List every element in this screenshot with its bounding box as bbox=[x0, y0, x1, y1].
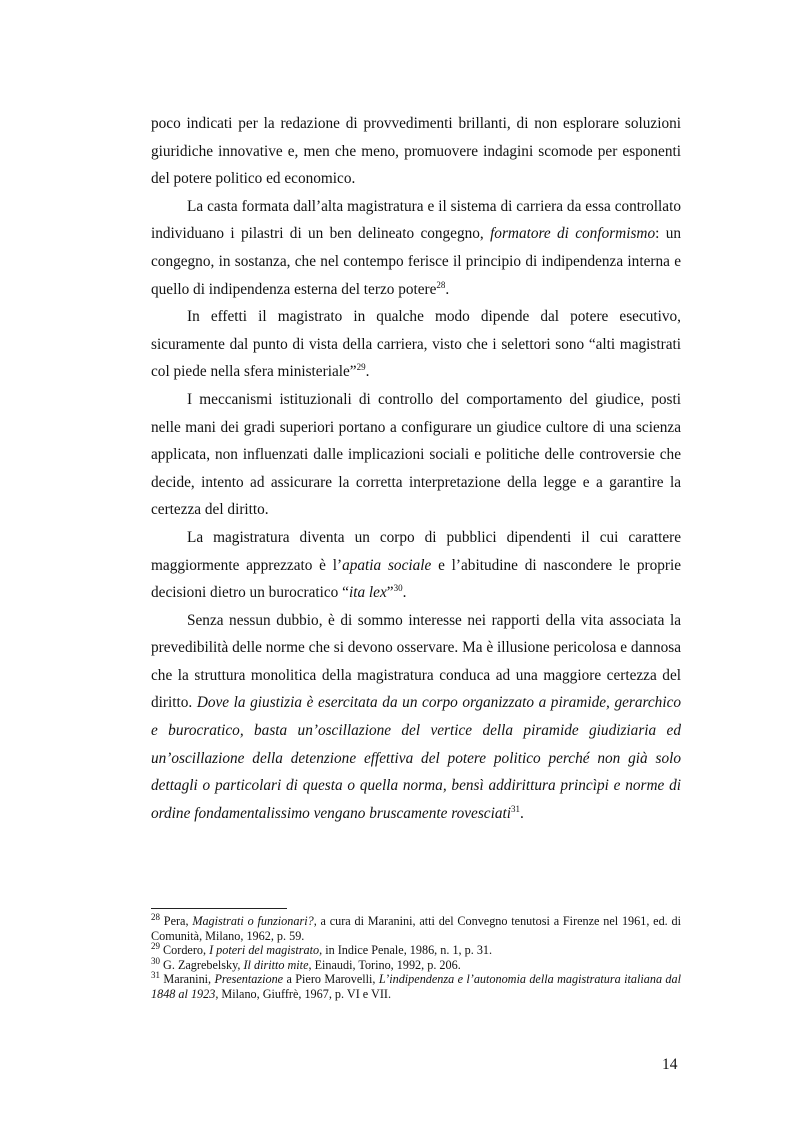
italic-text: Magistrati o funzionari? bbox=[192, 914, 314, 928]
footnote-ref: 31 bbox=[511, 803, 520, 814]
italic-text: L’indipendenza e l’autonomia della magistratura italiana dal 1848 al 1923 bbox=[151, 972, 681, 1001]
paragraph bbox=[151, 303, 681, 386]
text-run: Senza nessun dubbio, è di sommo interesse nei rapporti della vita associata la prevedibilità delle norme che si devono osservare. Ma è illusione pericolosa e dannosa che la struttura monolitica della magistratura conduca ad una maggiore certezza del diritto. bbox=[151, 611, 681, 712]
text-run: Cordero, bbox=[160, 943, 210, 958]
paragraph bbox=[151, 193, 681, 303]
italic-text: Presentazione bbox=[214, 972, 284, 987]
footnote bbox=[151, 911, 682, 943]
text-run: La magistratura diventa un corpo di pubblici dipendenti il cui carattere maggiormente apprezzato è l’ bbox=[151, 528, 681, 574]
text-run: I meccanismi istituzionali di controllo del comportamento del giudice, posti nelle mani dei gradi superiori portano a configurare un giudice cultore di una scienza applicata, non influenzati dalle implicazioni sociali e politiche delle controversie che decide, intento ad assicurare la corretta interpretazione della legge e a garantire la certezza del diritto. bbox=[151, 390, 681, 519]
italic-text: Il diritto mite bbox=[243, 957, 309, 972]
footnote-ref: 29 bbox=[151, 941, 160, 952]
footnote-ref: 28 bbox=[436, 279, 446, 290]
text-run: . bbox=[520, 804, 524, 822]
text-run: , Milano, Giuffrè, 1967, p. VI e VII. bbox=[215, 986, 392, 1001]
footnote-ref: 31 bbox=[151, 970, 160, 981]
footnote-ref: 28 bbox=[151, 911, 160, 922]
italic-text: apatia sociale bbox=[342, 556, 432, 574]
text-run: , in Indice Penale, 1986, n. 1, p. 31. bbox=[319, 943, 493, 958]
text-run: poco indicati per la redazione di provvedimenti brillanti, di non esplorare soluzioni giuridiche innovative e, men che meno, promuovere indagini scomode per esponenti del potere politico ed economico. bbox=[151, 115, 681, 188]
paragraph bbox=[151, 110, 681, 193]
paragraph bbox=[151, 524, 681, 607]
footnote bbox=[151, 955, 681, 973]
body-text bbox=[151, 110, 681, 827]
text-run: : un congegno, in sostanza, che nel contempo ferisce il principio di indipendenza interna e quello di indipendenza esterna del terzo potere bbox=[151, 225, 681, 298]
text-run: a Piero Marovelli, bbox=[283, 972, 379, 987]
footnote-ref: 30 bbox=[393, 583, 403, 593]
footnote-ref: 29 bbox=[356, 362, 366, 373]
italic-text: ita lex bbox=[348, 584, 387, 602]
text-run: ” bbox=[386, 584, 394, 602]
text-run: , Einaudi, Torino, 1992, p. 206. bbox=[308, 957, 461, 972]
footnote-ref: 30 bbox=[151, 955, 160, 966]
italic-text: formatore di conformismo bbox=[490, 225, 656, 243]
text-run: . bbox=[445, 280, 450, 298]
text-run: G. Zagrebelsky, bbox=[160, 957, 244, 972]
text-run: . bbox=[402, 584, 407, 602]
text-run: e l’abitudine di nascondere le proprie decisioni dietro un burocratico “ bbox=[151, 556, 681, 602]
footnotes bbox=[151, 911, 682, 1002]
text-run: . bbox=[365, 363, 370, 381]
text-run: Pera, bbox=[160, 914, 193, 928]
page-number: 14 bbox=[662, 1056, 678, 1073]
text-run: In effetti il magistrato in qualche modo dipende dal potere esecutivo, sicuramente dal punto di vista della carriera, visto che i selettori sono “alti magistrati col piede nella sfera ministeriale” bbox=[151, 308, 681, 381]
text-run: La casta formata dall’alta magistratura e il sistema di carriera da essa controllato individuano i pilastri di un ben delineato congegno, bbox=[151, 197, 681, 243]
text-run: Maranini, bbox=[160, 972, 215, 987]
footnote bbox=[151, 972, 681, 1001]
paragraph bbox=[151, 386, 681, 524]
italic-text: I poteri del magistrato bbox=[209, 943, 320, 958]
italic-text: Dove la giustizia è esercitata da un corpo organizzato a piramide, gerarchico e burocratico, basta un’oscillazione del vertice della piramide giudiziaria ed un’oscillazione della detenzione effettiva del potere politico perché non già solo dettagli o particolari di questa o quella norma, bensì addirittura princìpi e norme di ordine fondamentalissimo vengano bruscamente rovesciati bbox=[151, 694, 682, 822]
footnote bbox=[151, 943, 681, 958]
paragraph bbox=[151, 607, 681, 828]
footnote-separator bbox=[151, 908, 287, 909]
text-run: , a cura di Maranini, atti del Convegno tenutosi a Firenze nel 1961, ed. di Comunità, Milano, 1962, p. 59. bbox=[151, 914, 682, 943]
